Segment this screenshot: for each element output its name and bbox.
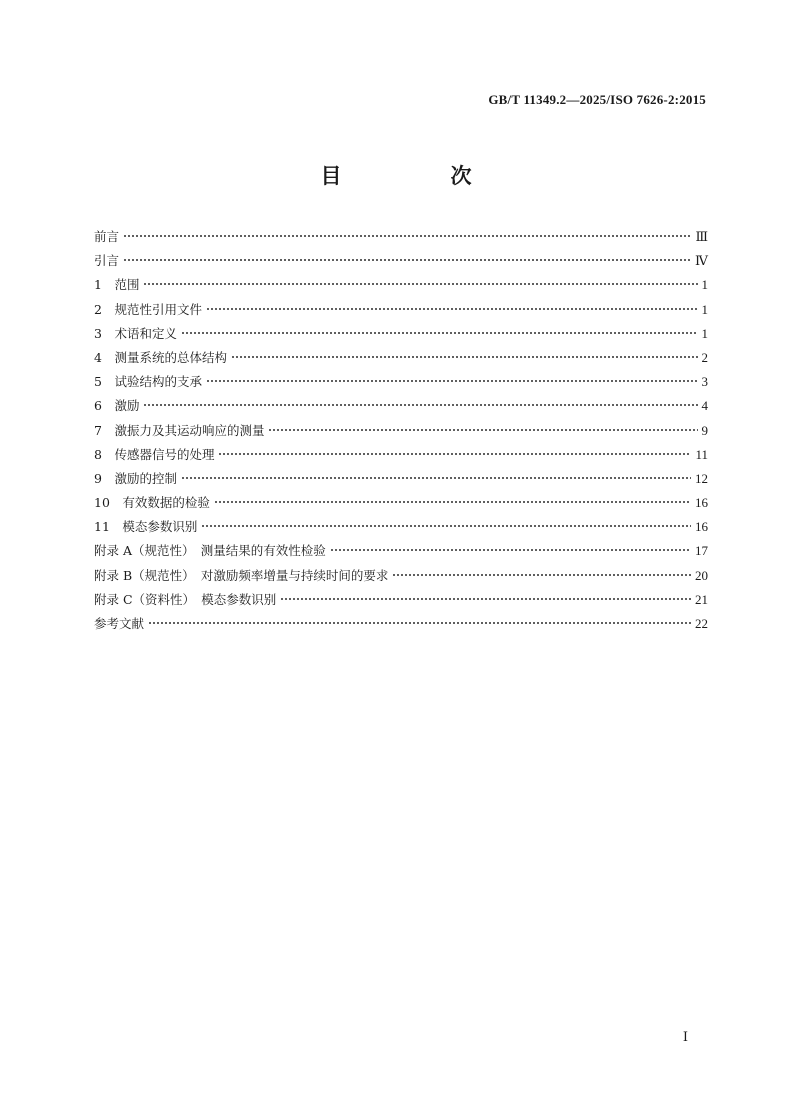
toc-entry-introduction[interactable]: [94, 251, 708, 275]
toc-entry-page: 12: [695, 470, 708, 486]
toc-entry-page: 1: [701, 301, 708, 317]
toc-dot-leader: [143, 398, 697, 412]
toc-dot-leader: [123, 253, 691, 267]
toc-entry-label: 6 激励: [94, 398, 140, 414]
toc-entry-11[interactable]: [94, 517, 708, 541]
toc-dot-leader: [181, 471, 691, 485]
toc-entry-page: 2: [701, 349, 708, 365]
toc-dot-leader: [280, 592, 691, 606]
toc-entry-page: 1: [701, 277, 708, 293]
toc-entry-page: 4: [701, 398, 708, 414]
toc-entry-1[interactable]: [94, 275, 708, 299]
toc-dot-leader: [231, 350, 698, 364]
toc-entry-page: 1: [701, 325, 708, 341]
toc-entry-2[interactable]: [94, 300, 708, 324]
toc-entry-page: 9: [701, 422, 708, 438]
toc-dot-leader: [206, 302, 698, 316]
toc-dot-leader: [214, 495, 691, 509]
toc-entry-label: 3 术语和定义: [94, 325, 177, 341]
toc-dot-leader: [392, 568, 691, 582]
toc-entry-page: 22: [695, 616, 708, 631]
toc-entry-label: 参考文献: [94, 616, 145, 631]
toc-dot-leader: [218, 447, 691, 461]
toc-entry-page: 16: [695, 495, 708, 511]
toc-entry-foreword[interactable]: [94, 227, 708, 251]
toc-entry-label: 附录 B（规范性） 对激励频率增量与持续时间的要求: [94, 567, 389, 583]
toc-entry-3[interactable]: [94, 324, 708, 348]
document-code: GB/T 11349.2—2025/ISO 7626-2:2015: [488, 92, 706, 107]
toc-dot-leader: [330, 543, 691, 557]
toc-entry-label: 5 试验结构的支承: [94, 374, 202, 390]
toc-entry-page: Ⅲ: [695, 229, 708, 244]
toc-entry-page: 21: [695, 591, 708, 607]
toc-entry-label: 4 测量系统的总体结构: [94, 349, 227, 365]
toc-entry-5[interactable]: [94, 372, 708, 396]
toc-entry-page: 17: [695, 543, 708, 559]
table-of-contents: [94, 227, 708, 638]
toc-entry-page: 3: [701, 374, 708, 390]
toc-dot-leader: [181, 326, 698, 340]
toc-dot-leader: [143, 277, 697, 291]
page-title: 目 次: [320, 164, 516, 188]
toc-entry-label: 引言: [94, 253, 120, 269]
toc-entry-label: 8 传感器信号的处理: [94, 446, 215, 462]
toc-entry-9[interactable]: [94, 469, 708, 493]
toc-entry-6[interactable]: [94, 396, 708, 420]
toc-entry-8[interactable]: [94, 445, 708, 469]
toc-entry-10[interactable]: [94, 493, 708, 517]
toc-entry-page: 20: [695, 567, 708, 583]
toc-dot-leader: [206, 374, 698, 388]
toc-entry-7[interactable]: [94, 421, 708, 445]
toc-entry-page: 16: [695, 519, 708, 535]
toc-dot-leader: [268, 423, 697, 437]
toc-entry-page: Ⅳ: [695, 253, 708, 269]
toc-dot-leader: [148, 616, 691, 630]
toc-entry-annex-a[interactable]: [94, 541, 708, 565]
toc-entry-annex-b[interactable]: [94, 566, 708, 590]
toc-entry-label: 10 有效数据的检验: [94, 495, 210, 511]
toc-entry-bibliography[interactable]: [94, 614, 708, 638]
toc-entry-label: 1 范围: [94, 277, 140, 293]
toc-entry-label: 9 激励的控制: [94, 470, 177, 486]
toc-dot-leader: [201, 519, 691, 533]
toc-entry-label: 前言: [94, 229, 120, 244]
toc-dot-leader: [123, 229, 691, 243]
toc-entry-page: 11: [695, 446, 708, 462]
toc-entry-label: 11 模态参数识别: [94, 519, 198, 535]
toc-entry-4[interactable]: [94, 348, 708, 372]
page-number: Ⅰ: [682, 1029, 688, 1044]
toc-entry-label: 2 规范性引用文件: [94, 301, 202, 317]
toc-entry-label: 7 激振力及其运动响应的测量: [94, 422, 265, 438]
toc-entry-label: 附录 C（资料性） 模态参数识别: [94, 591, 277, 607]
toc-entry-annex-c[interactable]: [94, 590, 708, 614]
toc-entry-label: 附录 A（规范性） 测量结果的有效性检验: [94, 543, 326, 559]
